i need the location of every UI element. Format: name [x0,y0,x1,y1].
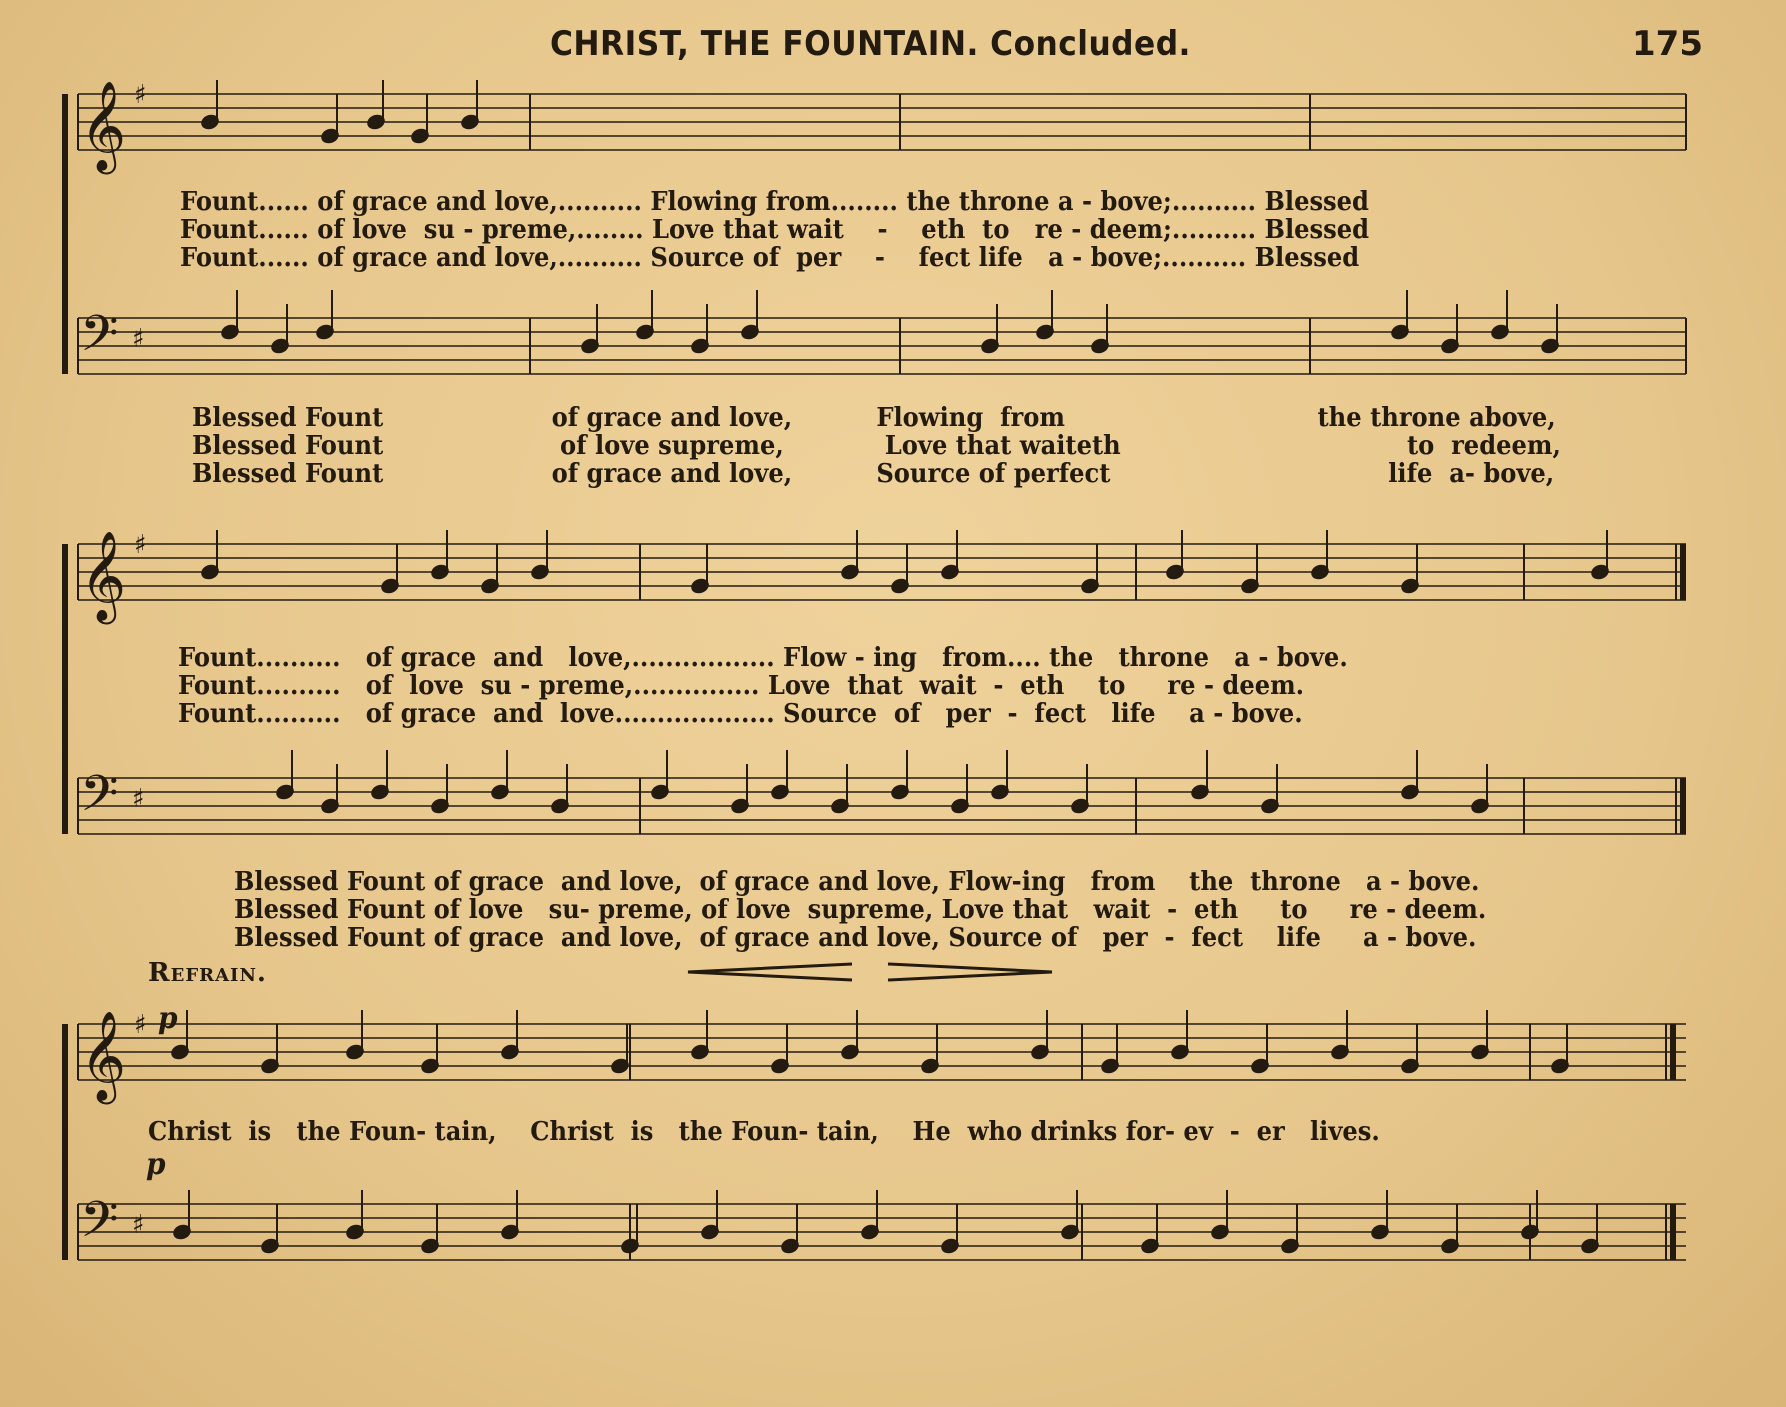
svg-text:𝄢: 𝄢 [80,765,119,835]
dynamic-piano-upper: p [158,1001,178,1036]
bass-clef: 𝄢 [80,305,119,375]
lyric-s2-upper-3: Fount.......... of grace and love................... Source of per - fect life a - bove. [178,699,1303,729]
lyric-s1-upper-3: Fount...... of grace and love,.......... Source of per - fect life a - bove;.......... Blessed [180,243,1360,273]
treble-clef: 𝄞 [80,81,127,171]
refrain-label: Refrain. [148,958,267,988]
svg-text:𝄞: 𝄞 [80,531,127,621]
lyric-s1-lower-3: Blessed Fount of grace and love, Source of perfect life a- bove, [192,459,1555,489]
svg-text:𝄢: 𝄢 [80,1191,119,1261]
lyric-s2-lower-3: Blessed Fount of grace and love, of grace and love, Source of per - fect life a - bove. [234,923,1477,953]
lyric-s2-lower-2: Blessed Fount of love su- preme, of love supreme, Love that wait - eth to re - deem. [234,895,1487,925]
page-title: CHRIST, THE FOUNTAIN. Concluded. [550,24,1191,64]
lyric-refrain: Christ is the Foun- tain, Christ is the Foun- tain, He who drinks for- ev - er lives. [148,1117,1380,1147]
staff-refrain-treble [78,1024,1686,1080]
svg-text:♯: ♯ [134,80,147,110]
staff-system2-bass [78,778,1686,834]
page-number: 175 [1632,24,1703,64]
lyric-s2-upper-2: Fount.......... of love su - preme,............... Love that wait - eth to re - deem. [178,671,1305,701]
svg-text:♯: ♯ [132,324,145,354]
lyric-s1-lower-2: Blessed Fount of love supreme, Love that waiteth to redeem, [192,431,1561,461]
hairpins [688,964,1052,980]
lyric-s2-lower-1: Blessed Fount of grace and love, of grace and love, Flow-ing from the throne a - bove. [234,867,1480,897]
lyric-s2-upper-1: Fount.......... of grace and love,................. Flow - ing from.... the throne a - bove. [178,643,1348,673]
svg-text:𝄞: 𝄞 [80,1011,127,1101]
svg-text:♯: ♯ [132,1210,145,1240]
svg-text:♯: ♯ [134,530,147,560]
staff-system2-treble [78,544,1686,600]
lyric-s1-lower-1: Blessed Fount of grace and love, Flowing from the throne above, [192,403,1556,433]
lyric-s1-upper-1: Fount...... of grace and love,.......... Flowing from........ the throne a - bove;.......... Blessed [180,187,1369,217]
svg-text:♯: ♯ [132,784,145,814]
svg-text:♯: ♯ [134,1010,147,1040]
lyric-s1-upper-2: Fount...... of love su - preme,........ Love that wait - eth to re - deem;.......... Blessed [180,215,1370,245]
staff-system1-treble [78,94,1686,150]
dynamic-piano-lower: p [146,1147,166,1182]
